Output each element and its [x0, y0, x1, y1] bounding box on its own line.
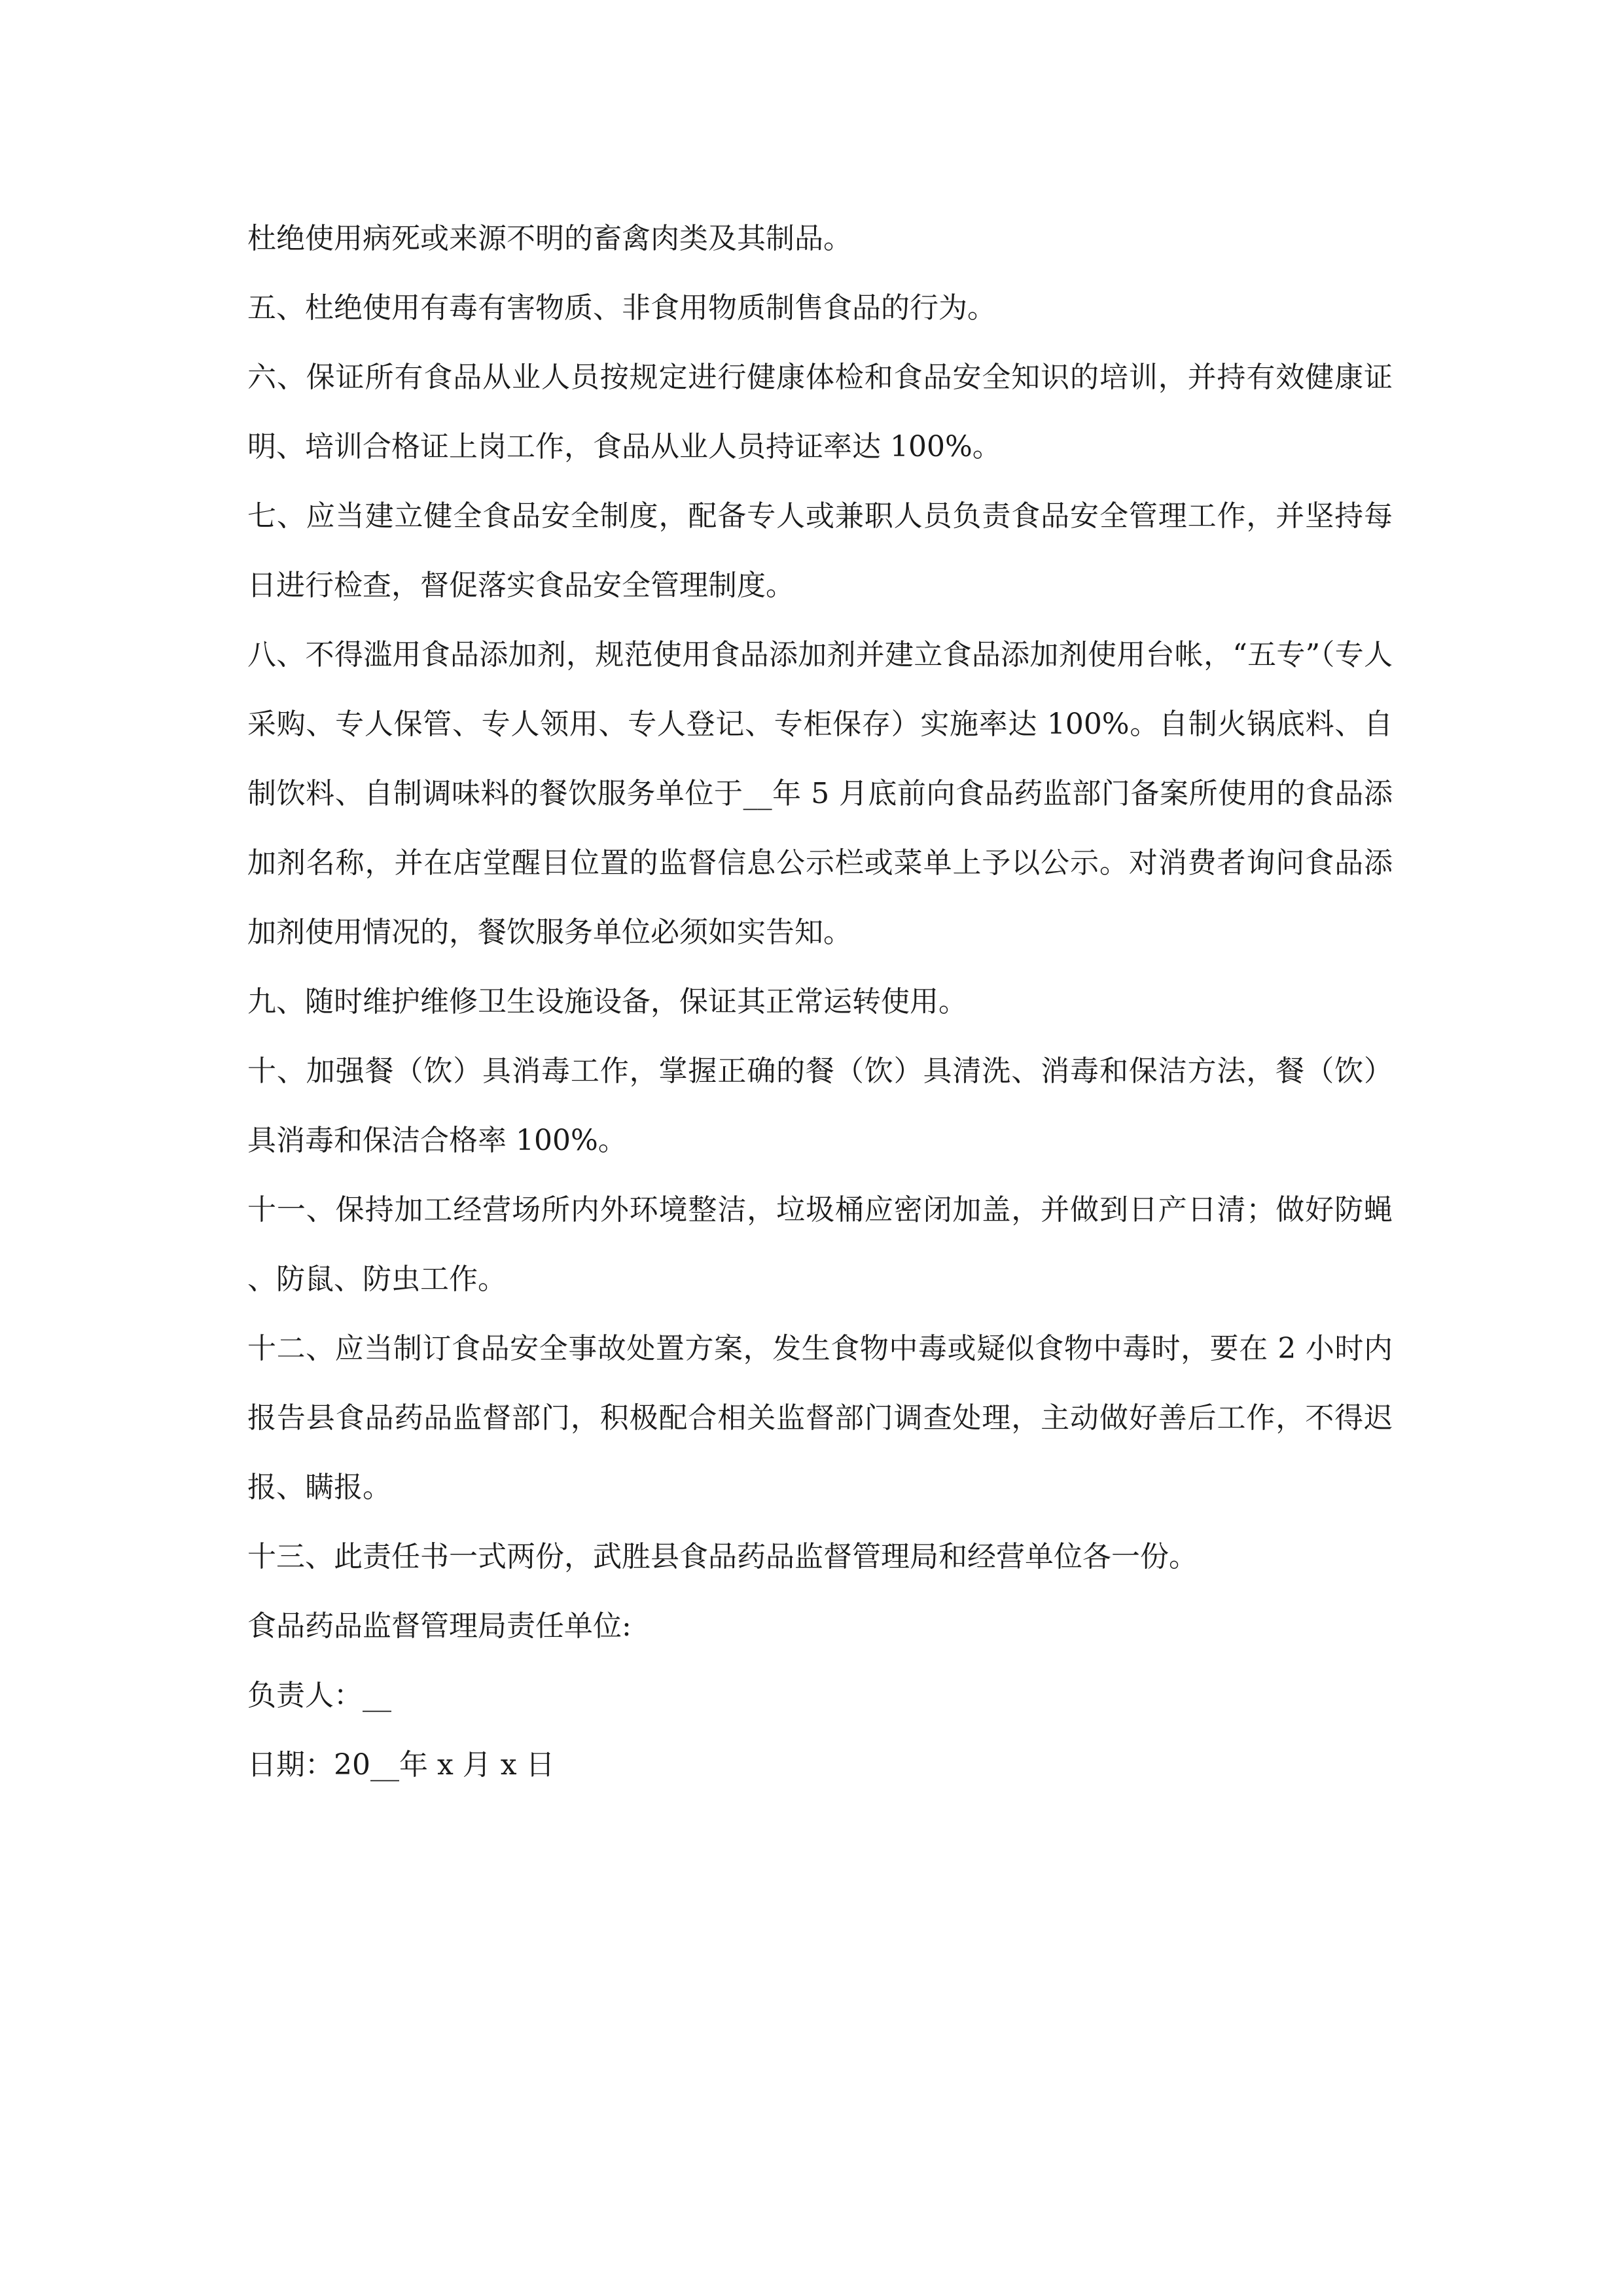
document-body	[247, 204, 1393, 1800]
clause-11: 十一、保持加工经营场所内外环境整洁，垃圾桶应密闭加盖，并做到日产日清；做好防蝇、防鼠、防虫工作。	[247, 1193, 1393, 1296]
clause-13: 十三、此责任书一式两份，武胜县食品药品监督管理局和经营单位各一份。	[247, 1540, 1198, 1573]
clause-12: 十二、应当制订食品安全事故处置方案，发生食物中毒或疑似食物中毒时，要在 2 小时内报告县食品药品监督部门，积极配合相关监督部门调查处理，主动做好善后工作，不得迟报、瞒报。	[247, 1332, 1393, 1504]
signature-responsible: 负责人：__	[247, 1679, 391, 1712]
signature-date: 日期：20__年 x 月 x 日	[247, 1748, 555, 1782]
clause-10: 十、加强餐（饮）具消毒工作，掌握正确的餐（饮）具清洗、消毒和保洁方法，餐（饮）具消毒和保洁合格率 100%。	[247, 1054, 1393, 1157]
clause-8: 八、不得滥用食品添加剂，规范使用食品添加剂并建立食品添加剂使用台帐，“五专”（专人采购、专人保管、专人领用、专人登记、专柜保存）实施率达 100%。自制火锅底料、自制饮料、自制调味料的餐饮服务单位于__年 5 月底前向食品药监部门备案所使用的食品添加剂名称，并在店堂醒目位置的监督信息公示栏或菜单上予以公示。对消费者询问食品添加剂使用情况的，餐饮服务单位必须如实告知。	[247, 638, 1393, 949]
clause-6: 六、保证所有食品从业人员按规定进行健康体检和食品安全知识的培训，并持有效健康证明、培训合格证上岗工作，食品从业人员持证率达 100%。	[247, 361, 1393, 463]
clause-5: 五、杜绝使用有毒有害物质、非食用物质制售食品的行为。	[247, 291, 996, 325]
signature-parties: 食品药品监督管理局责任单位:	[247, 1609, 632, 1643]
clause-9: 九、随时维护维修卫生设施设备，保证其正常运转使用。	[247, 985, 967, 1018]
clause-continuation: 杜绝使用病死或来源不明的畜禽肉类及其制品。	[247, 222, 852, 255]
clause-7: 七、应当建立健全食品安全制度，配备专人或兼职人员负责食品安全管理工作，并坚持每日进行检查，督促落实食品安全管理制度。	[247, 499, 1393, 602]
